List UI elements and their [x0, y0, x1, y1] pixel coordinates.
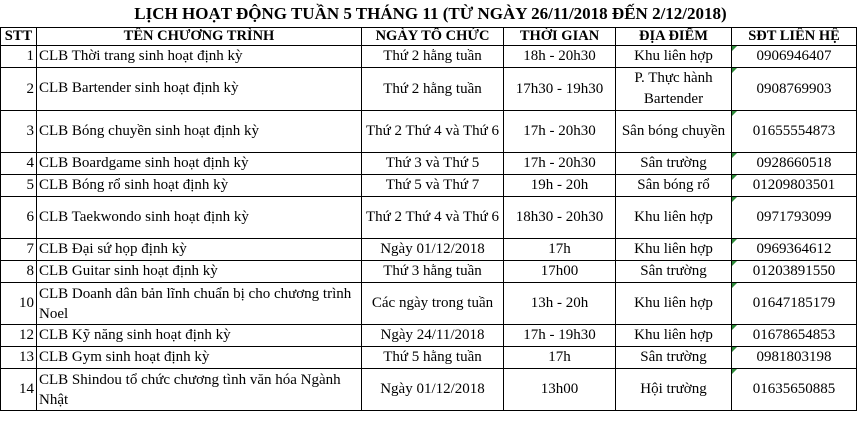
- row-phone-cell: [732, 239, 857, 261]
- row-location: Khu liên hợp: [616, 197, 732, 239]
- header-row: [1, 28, 857, 46]
- row-time: 17h - 19h30: [504, 325, 616, 347]
- row-phone: 01635650885: [752, 381, 836, 397]
- comment-flag-icon: [732, 325, 737, 330]
- table-row: [1, 111, 857, 153]
- row-location: Khu liên hợp: [616, 239, 732, 261]
- row-time: 17h: [504, 239, 616, 261]
- row-stt: 8: [1, 261, 37, 283]
- comment-flag-icon: [732, 283, 737, 288]
- row-program: CLB Đại sứ họp định kỳ: [37, 239, 362, 261]
- row-time: 18h - 20h30: [504, 46, 616, 68]
- row-date: Thứ 3 hằng tuần: [362, 261, 504, 283]
- comment-flag-icon: [732, 175, 737, 180]
- table-row: [1, 261, 857, 283]
- row-stt: 14: [1, 369, 37, 411]
- row-date: Ngày 01/12/2018: [362, 239, 504, 261]
- row-stt: 2: [1, 68, 37, 111]
- table-row: [1, 197, 857, 239]
- comment-flag-icon: [732, 68, 737, 73]
- comment-flag-icon: [732, 111, 737, 116]
- row-date: Ngày 01/12/2018: [362, 369, 504, 411]
- table-row: [1, 46, 857, 68]
- row-stt: 12: [1, 325, 37, 347]
- row-date: Ngày 24/11/2018: [362, 325, 504, 347]
- table-row: [1, 175, 857, 197]
- row-date: Thứ 2 Thứ 4 và Thứ 6: [362, 111, 504, 153]
- comment-flag-icon: [732, 197, 737, 202]
- row-location: Sân bóng rổ: [616, 175, 732, 197]
- row-phone: 0981803198: [756, 349, 832, 365]
- row-stt: 3: [1, 111, 37, 153]
- row-location: Sân trường: [616, 153, 732, 175]
- table-row: [1, 239, 857, 261]
- row-location: Sân trường: [616, 347, 732, 369]
- table-row: [1, 153, 857, 175]
- table-row: [1, 347, 857, 369]
- row-program: CLB Shindou tổ chức chương tình văn hóa Ngành Nhật: [37, 369, 362, 411]
- row-location: P. Thực hành Bartender: [616, 68, 732, 111]
- row-location: Khu liên hợp: [616, 283, 732, 325]
- row-date: Thứ 2 hằng tuần: [362, 68, 504, 111]
- row-phone-cell: [732, 283, 857, 325]
- comment-flag-icon: [732, 261, 737, 266]
- row-phone-cell: [732, 325, 857, 347]
- row-program: CLB Bóng chuyền sinh hoạt định kỳ: [37, 111, 362, 153]
- row-time: 19h - 20h: [504, 175, 616, 197]
- row-date: Thứ 5 hằng tuần: [362, 347, 504, 369]
- table-row: [1, 68, 857, 111]
- table-row: [1, 325, 857, 347]
- row-program: CLB Bóng rổ sinh hoạt định kỳ: [37, 175, 362, 197]
- row-location: Khu liên hợp: [616, 46, 732, 68]
- row-program: CLB Gym sinh hoạt định kỳ: [37, 347, 362, 369]
- row-time: 17h - 20h30: [504, 111, 616, 153]
- header-location: ĐỊA ĐIỂM: [616, 28, 732, 46]
- row-program: CLB Taekwondo sinh hoạt định kỳ: [37, 197, 362, 239]
- header-date: NGÀY TỔ CHỨC: [362, 28, 504, 46]
- page-title: LỊCH HOẠT ĐỘNG TUẦN 5 THÁNG 11 (TỪ NGÀY 26/11/2018 ĐẾN 2/12/2018): [134, 4, 727, 23]
- row-date: Thứ 2 Thứ 4 và Thứ 6: [362, 197, 504, 239]
- row-phone: 01678654853: [752, 327, 836, 343]
- header-phone: SĐT LIÊN HỆ: [732, 28, 857, 46]
- comment-flag-icon: [732, 46, 737, 51]
- row-phone-cell: [732, 46, 857, 68]
- row-stt: 10: [1, 283, 37, 325]
- header-program: TÊN CHƯƠNG TRÌNH: [37, 28, 362, 46]
- row-phone: 01203891550: [752, 263, 836, 279]
- row-phone: 0906946407: [756, 48, 832, 64]
- row-stt: 5: [1, 175, 37, 197]
- row-phone-cell: [732, 347, 857, 369]
- row-phone-cell: [732, 175, 857, 197]
- row-program: CLB Kỹ năng sinh hoạt định kỳ: [37, 325, 362, 347]
- table-row: [1, 283, 857, 325]
- header-time: THỜI GIAN: [504, 28, 616, 46]
- row-program: CLB Doanh dân bản lĩnh chuẩn bị cho chương trình Noel: [37, 283, 362, 325]
- row-phone: 0969364612: [756, 241, 832, 257]
- row-location: Khu liên hợp: [616, 325, 732, 347]
- comment-flag-icon: [732, 239, 737, 244]
- table-row: [1, 369, 857, 411]
- row-time: 17h00: [504, 261, 616, 283]
- comment-flag-icon: [732, 153, 737, 158]
- schedule-table: [0, 27, 857, 411]
- row-stt: 6: [1, 197, 37, 239]
- row-program: CLB Guitar sinh hoạt định kỳ: [37, 261, 362, 283]
- row-phone: 0971793099: [756, 209, 832, 225]
- row-phone: 01647185179: [752, 295, 836, 311]
- comment-flag-icon: [732, 369, 737, 374]
- row-program: CLB Bartender sinh hoạt định kỳ: [37, 68, 362, 111]
- row-time: 17h - 20h30: [504, 153, 616, 175]
- row-time: 17h30 - 19h30: [504, 68, 616, 111]
- row-date: Thứ 5 và Thứ 7: [362, 175, 504, 197]
- row-date: Thứ 3 và Thứ 5: [362, 153, 504, 175]
- row-phone: 0928660518: [756, 155, 832, 171]
- row-stt: 13: [1, 347, 37, 369]
- row-date: Các ngày trong tuần: [362, 283, 504, 325]
- row-stt: 7: [1, 239, 37, 261]
- row-time: 18h30 - 20h30: [504, 197, 616, 239]
- header-stt: STT: [1, 28, 37, 46]
- row-stt: 1: [1, 46, 37, 68]
- row-phone-cell: [732, 369, 857, 411]
- row-phone-cell: [732, 197, 857, 239]
- row-time: 13h00: [504, 369, 616, 411]
- row-time: 17h: [504, 347, 616, 369]
- row-phone-cell: [732, 68, 857, 111]
- row-location: Sân bóng chuyền: [616, 111, 732, 153]
- row-time: 13h - 20h: [504, 283, 616, 325]
- row-phone-cell: [732, 153, 857, 175]
- row-stt: 4: [1, 153, 37, 175]
- row-phone-cell: [732, 111, 857, 153]
- row-phone: 0908769903: [756, 80, 832, 97]
- row-date: Thứ 2 hằng tuần: [362, 46, 504, 68]
- row-program: CLB Thời trang sinh hoạt định kỳ: [37, 46, 362, 68]
- row-phone: 01655554873: [752, 123, 836, 139]
- row-location: Sân trường: [616, 261, 732, 283]
- comment-flag-icon: [732, 347, 737, 352]
- row-program: CLB Boardgame sinh hoạt định kỳ: [37, 153, 362, 175]
- row-location: Hội trường: [616, 369, 732, 411]
- row-phone-cell: [732, 261, 857, 283]
- row-phone: 01209803501: [752, 177, 836, 193]
